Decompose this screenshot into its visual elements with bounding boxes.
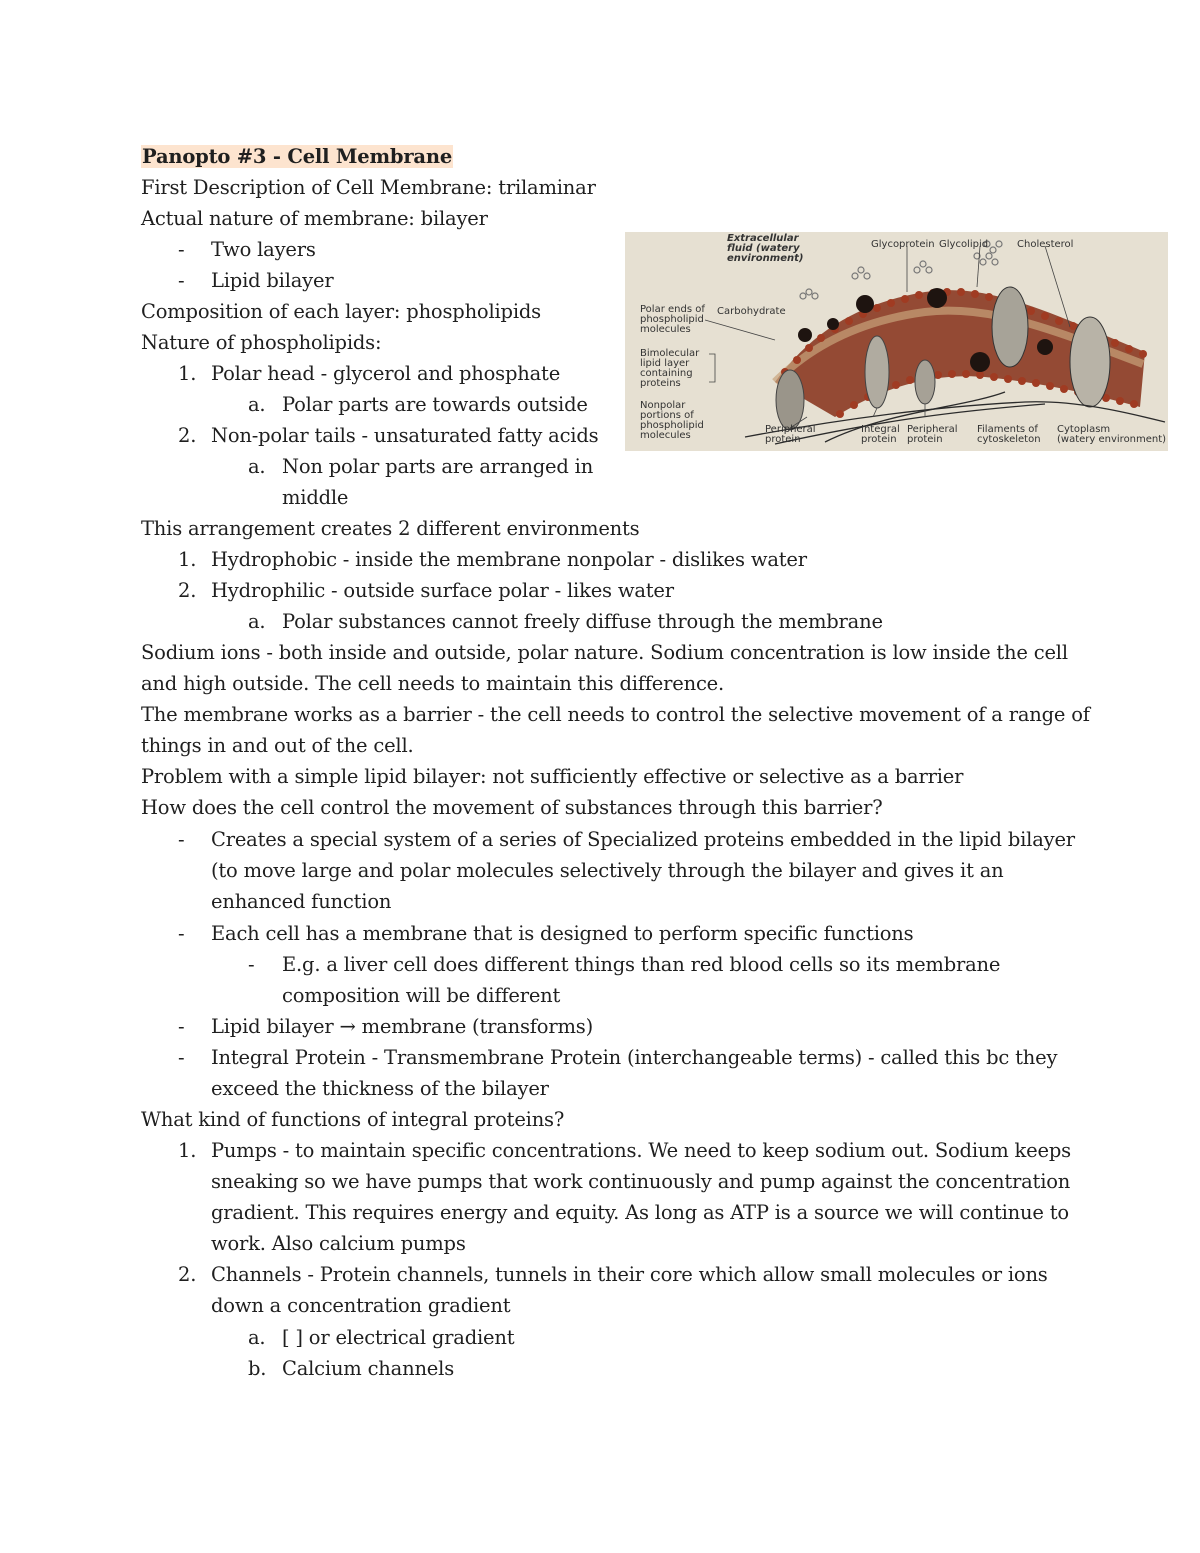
integral-protein-large <box>992 287 1028 367</box>
list-marker: 1. <box>178 362 197 385</box>
list-item: Calcium channels <box>282 1357 454 1380</box>
text-line: Problem with a simple lipid bilayer: not sufficiently effective or selective as a barrier <box>141 765 964 788</box>
list-item: Creates a special system of a series of Specialized proteins embedded in the lipid bilayer <box>211 828 1075 851</box>
list-item-continued: gradient. This requires energy and equity. As long as ATP is a source we will continue to <box>211 1201 1069 1224</box>
list-marker: - <box>178 238 185 261</box>
list-item: Polar substances cannot freely diffuse through the membrane <box>282 610 883 633</box>
label-cytoplasm: Cytoplasm (watery environment) <box>1057 424 1167 445</box>
label-peripheral-protein-right: Peripheral protein <box>907 424 958 445</box>
list-item: Lipid bilayer <box>211 269 334 292</box>
list-item-continued: composition will be different <box>282 984 561 1007</box>
list-marker: 2. <box>178 1263 197 1286</box>
list-item: Pumps - to maintain specific concentrations. We need to keep sodium out. Sodium keeps <box>211 1139 1071 1162</box>
label-carbohydrate: Carbohydrate <box>717 306 786 317</box>
page-title: Panopto #3 - Cell Membrane <box>142 145 453 168</box>
list-item: Hydrophobic - inside the membrane nonpolar - dislikes water <box>211 548 807 571</box>
list-item: E.g. a liver cell does different things than red blood cells so its membrane <box>282 953 1001 976</box>
label-nonpolar: Nonpolar portions of phospholipid molecules <box>640 400 704 441</box>
text-line: The membrane works as a barrier - the cell needs to control the selective movement of a range of <box>141 703 1090 726</box>
list-item: [ ] or electrical gradient <box>282 1326 515 1349</box>
list-item: Polar parts are towards outside <box>282 393 588 416</box>
list-marker: a. <box>248 1326 266 1349</box>
text-line: This arrangement creates 2 different environments <box>141 517 640 540</box>
text-line: Actual nature of membrane: bilayer <box>141 207 488 230</box>
list-item-continued: middle <box>282 486 349 509</box>
label-integral-protein: Integral protein <box>861 424 900 445</box>
label-bimolecular: Bimolecular lipid layer containing proteins <box>640 348 700 389</box>
peripheral-protein-left <box>776 370 804 430</box>
cell-membrane-figure <box>625 232 1168 451</box>
label-glycoprotein: Glycoprotein <box>871 239 935 250</box>
list-item: Two layers <box>211 238 316 261</box>
text-line: What kind of functions of integral proteins? <box>141 1108 565 1131</box>
list-marker: - <box>178 828 185 851</box>
text-line: Composition of each layer: phospholipids <box>141 300 541 323</box>
list-item-continued: enhanced function <box>211 890 392 913</box>
list-item: Lipid bilayer → membrane (transforms) <box>211 1015 593 1038</box>
list-marker: a. <box>248 393 266 416</box>
list-marker: 1. <box>178 548 197 571</box>
list-item-continued: (to move large and polar molecules selectively through the bilayer and gives it an <box>211 859 1004 882</box>
label-glycolipid: Glycolipid <box>939 239 989 250</box>
list-marker: - <box>178 1015 185 1038</box>
text-line: and high outside. The cell needs to maintain this difference. <box>141 672 725 695</box>
list-item: Hydrophilic - outside surface polar - likes water <box>211 579 674 602</box>
list-item: Channels - Protein channels, tunnels in their core which allow small molecules or ions <box>211 1263 1048 1286</box>
peripheral-protein-right <box>915 360 935 404</box>
list-marker: 1. <box>178 1139 197 1162</box>
list-item-continued: work. Also calcium pumps <box>211 1232 466 1255</box>
list-item-continued: down a concentration gradient <box>211 1294 511 1317</box>
list-marker: - <box>178 922 185 945</box>
label-peripheral-protein-left: Peripheral protein <box>765 424 816 445</box>
list-item: Non polar parts are arranged in <box>282 455 594 478</box>
label-polar-ends: Polar ends of phospholipid molecules <box>640 304 705 335</box>
text-line: Nature of phospholipids: <box>141 331 382 354</box>
list-marker: a. <box>248 610 266 633</box>
label-extracellular: Extracellular fluid (watery environment) <box>727 233 804 264</box>
integral-protein-right <box>1070 317 1110 407</box>
list-marker: a. <box>248 455 266 478</box>
list-marker: b. <box>248 1357 267 1380</box>
label-filaments: Filaments of cytoskeleton <box>977 424 1041 445</box>
list-marker: - <box>178 1046 185 1069</box>
list-marker: 2. <box>178 424 197 447</box>
list-item: Integral Protein - Transmembrane Protein (interchangeable terms) - called this bc they <box>211 1046 1058 1069</box>
list-marker: - <box>248 953 255 976</box>
integral-protein <box>865 336 889 408</box>
membrane-diagram <box>625 232 1168 451</box>
list-item-continued: sneaking so we have pumps that work continuously and pump against the concentration <box>211 1170 1071 1193</box>
text-line: things in and out of the cell. <box>141 734 414 757</box>
list-marker: 2. <box>178 579 197 602</box>
text-line: Sodium ions - both inside and outside, polar nature. Sodium concentration is low inside the cell <box>141 641 1068 664</box>
list-item: Polar head - glycerol and phosphate <box>211 362 561 385</box>
list-item: Non-polar tails - unsaturated fatty acids <box>211 424 599 447</box>
list-item: Each cell has a membrane that is designed to perform specific functions <box>211 922 914 945</box>
list-marker: - <box>178 269 185 292</box>
bimolecular-bracket <box>709 354 715 382</box>
text-line: How does the cell control the movement of substances through this barrier? <box>141 796 883 819</box>
list-item-continued: exceed the thickness of the bilayer <box>211 1077 549 1100</box>
text-line: First Description of Cell Membrane: trilaminar <box>141 176 596 199</box>
label-cholesterol: Cholesterol <box>1017 239 1074 250</box>
